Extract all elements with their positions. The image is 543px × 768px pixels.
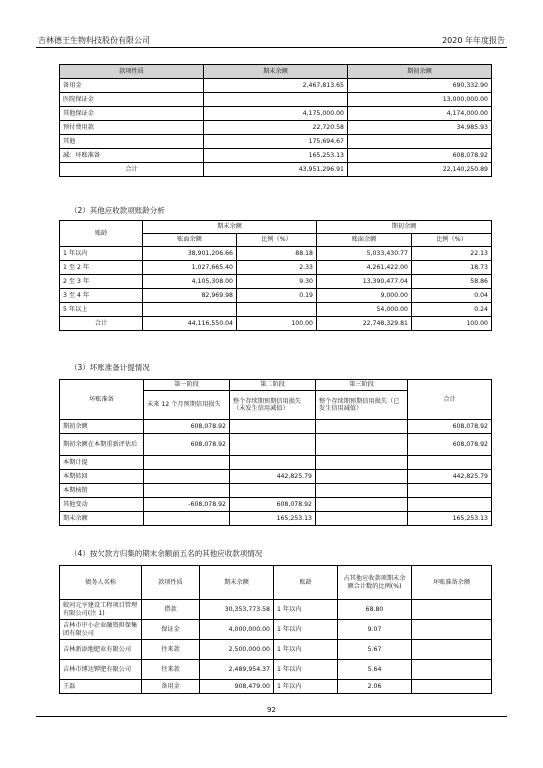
row-label: 本期计提: [60, 456, 144, 470]
total-label: 合计: [60, 317, 143, 331]
header-stage-3: 第三阶段: [316, 380, 408, 391]
table-row: [60, 121, 492, 135]
footer-divider: [36, 716, 507, 717]
end-balance: 2,489,954.37: [200, 660, 274, 680]
row-label: 其他变动: [60, 498, 144, 512]
page-header: [36, 33, 507, 48]
begin-balance: 13,000,000.00: [348, 93, 492, 107]
table-row: [60, 660, 492, 680]
end-balance: 4,175,000.00: [204, 107, 348, 121]
nature: 往来款: [142, 640, 200, 660]
age: 1 年以内: [274, 600, 338, 620]
stage-3-value: [316, 484, 408, 498]
row-label: 期初余额在本期重新评估后: [60, 434, 144, 456]
table-row: [60, 289, 492, 303]
end-ratio: 88.18: [237, 247, 317, 261]
header-age: 账龄: [274, 566, 338, 600]
end-book: 82,969.98: [143, 289, 237, 303]
table-row: [60, 107, 492, 121]
begin-ratio: 0.24: [412, 303, 492, 317]
row-label: 本期转回: [60, 470, 144, 484]
stage-1-value: -608,078.92: [144, 498, 230, 512]
provision: [412, 680, 492, 694]
table-row: [60, 620, 492, 640]
ratio: 9.07: [338, 620, 412, 640]
age: 1 年以内: [274, 660, 338, 680]
age-label: 2 至 3 年: [60, 275, 143, 289]
row-label: 减：坏账准备: [60, 149, 204, 163]
table-row: [60, 149, 492, 163]
stage-2-value: [230, 456, 316, 470]
table-row: [60, 434, 492, 456]
total-label: 合计: [60, 163, 204, 177]
total-begin-ratio: 100.00: [412, 317, 492, 331]
stage-3-value: [316, 498, 408, 512]
begin-balance: [348, 135, 492, 149]
header-stage-1-desc: 未来 12 个月预期信用损失: [144, 391, 230, 420]
header-debtor: 债务人名称: [60, 566, 142, 600]
end-balance: 22,720.58: [204, 121, 348, 135]
begin-book: 9,000.00: [317, 289, 412, 303]
ratio: 5.64: [338, 660, 412, 680]
total-value: 442,825.79: [408, 470, 492, 484]
end-balance: 2,467,813.65: [204, 79, 348, 93]
stage-2-value: 608,078.92: [230, 498, 316, 512]
begin-balance: 4,174,000.00: [348, 107, 492, 121]
nature: 保证金: [142, 620, 200, 640]
debtor-name: 吉林新添地肥业有限公司: [60, 640, 142, 660]
nature: 备用金: [142, 680, 200, 694]
end-book: [143, 303, 237, 317]
row-label: 本期核销: [60, 484, 144, 498]
stage-1-value: [144, 456, 230, 470]
begin-balance: 690,332.90: [348, 79, 492, 93]
table-row: [60, 456, 492, 470]
table-row: [60, 420, 492, 434]
table-row: [60, 498, 492, 512]
header-cell: 期末余额: [204, 65, 348, 79]
stage-2-value: 165,253.13: [230, 512, 316, 526]
table-header-row: [60, 566, 492, 600]
begin-ratio: 0.04: [412, 289, 492, 303]
begin-book: 4,261,422.00: [317, 261, 412, 275]
age-label: 1 至 2 年: [60, 261, 143, 275]
age-label: 5 年以上: [60, 303, 143, 317]
section-2-title: （2）其他应收款项账龄分析: [70, 206, 165, 215]
total-value: 608,078.92: [408, 420, 492, 434]
table-row: [60, 247, 492, 261]
stage-2-value: [230, 420, 316, 434]
age: 1 年以内: [274, 680, 338, 694]
end-balance: 4,000,000.00: [200, 620, 274, 640]
total-value: 165,253.13: [408, 512, 492, 526]
end-balance: 175,694.67: [204, 135, 348, 149]
ratio: 5.67: [338, 640, 412, 660]
table-row: [60, 275, 492, 289]
header-stage-1: 第一阶段: [144, 380, 230, 391]
stage-3-value: [316, 470, 408, 484]
begin-ratio: 22.13: [412, 247, 492, 261]
total-end-book: 44,116,550.04: [143, 317, 237, 331]
age-label: 3 至 4 年: [60, 289, 143, 303]
begin-ratio: 58.86: [412, 275, 492, 289]
stage-1-value: [144, 512, 230, 526]
stage-3-value: [316, 434, 408, 456]
row-label: 期末余额: [60, 512, 144, 526]
begin-book: 13,390,477.04: [317, 275, 412, 289]
total-value: [408, 484, 492, 498]
end-balance: 2,500,000.00: [200, 640, 274, 660]
begin-book: 54,000.00: [317, 303, 412, 317]
provision: [412, 620, 492, 640]
stage-3-value: [316, 420, 408, 434]
begin-book: 5,033,430.77: [317, 247, 412, 261]
end-ratio: 0.19: [237, 289, 317, 303]
header-cell: 款项性质: [60, 65, 204, 79]
end-balance: 165,253.13: [204, 149, 348, 163]
report-title: 2020 年年度报告: [442, 36, 505, 45]
header-age: 账龄: [60, 221, 143, 247]
stage-1-value: 608,078.92: [144, 434, 230, 456]
table-row: [60, 261, 492, 275]
stage-1-value: 608,078.92: [144, 420, 230, 434]
header-begin-balance: 期初余额: [317, 221, 492, 234]
header-ratio: 比例（%）: [237, 234, 317, 247]
age: 1 年以内: [274, 620, 338, 640]
stage-2-value: [230, 484, 316, 498]
company-name: 吉林德王生物科技股份有限公司: [38, 36, 150, 45]
table-row: [60, 303, 492, 317]
total-begin-book: 22,748,329.81: [317, 317, 412, 331]
header-end-balance: 期末余额: [143, 221, 317, 234]
stage-3-value: [316, 512, 408, 526]
debtor-name: 吉林市博达钾肥有限公司: [60, 660, 142, 680]
end-ratio: 9.30: [237, 275, 317, 289]
total-begin: 22,140,250.89: [348, 163, 492, 177]
total-end: 43,951,296.91: [204, 163, 348, 177]
header-cell: 期初余额: [348, 65, 492, 79]
receivable-nature-table: [59, 64, 492, 177]
total-value: [408, 498, 492, 512]
total-end-ratio: 100.00: [237, 317, 317, 331]
provision: [412, 600, 492, 620]
header-stage-2-desc: 整个存续期预期信用损失（未发生信用减值）: [230, 391, 316, 420]
page-number: 92: [267, 706, 276, 714]
table-row: [60, 484, 492, 498]
table-row: [60, 680, 492, 694]
section-4-title: （4）按欠款方归集的期末余额前五名的其他应收款项情况: [70, 549, 263, 558]
table-row: [60, 93, 492, 107]
stage-2-value: 442,825.79: [230, 470, 316, 484]
header-stage-2: 第二阶段: [230, 380, 316, 391]
header-nature: 款项性质: [142, 566, 200, 600]
nature: 借款: [142, 600, 200, 620]
table-row: [60, 470, 492, 484]
table-row: [60, 79, 492, 93]
end-book: 4,105,308.00: [143, 275, 237, 289]
age: 1 年以内: [274, 640, 338, 660]
total-value: [408, 456, 492, 470]
header-provision: 坏账准备: [60, 380, 144, 420]
debtor-name: 吉林市中小企业融资担保集团有限公司: [60, 620, 142, 640]
header-ratio: 比例（%）: [412, 234, 492, 247]
begin-ratio: 18.73: [412, 261, 492, 275]
provision: [412, 640, 492, 660]
begin-balance: 34,985.93: [348, 121, 492, 135]
debtor-name: 王磊: [60, 680, 142, 694]
ratio: 2.06: [338, 680, 412, 694]
header-book-balance: 账面余额: [143, 234, 237, 247]
row-label: 其他: [60, 135, 204, 149]
stage-3-value: [316, 456, 408, 470]
table-row: [60, 640, 492, 660]
section-3-title: （3）坏账准备计提情况: [70, 363, 150, 372]
debtor-name: 蛟河元亨建设工程项目管理有限公司(注 1): [60, 600, 142, 620]
header-provision: 坏账准备余额: [412, 566, 492, 600]
row-label: 期初余额: [60, 420, 144, 434]
table-row: [60, 600, 492, 620]
header-ratio: 占其他应收款项期末余额合计数的比例(%): [338, 566, 412, 600]
end-balance: [204, 93, 348, 107]
age-label: 1 年以内: [60, 247, 143, 261]
end-balance: 908,479.00: [200, 680, 274, 694]
row-label: 预付费用款: [60, 121, 204, 135]
total-row: [60, 163, 492, 177]
row-label: 其他保证金: [60, 107, 204, 121]
total-value: 608,078.92: [408, 434, 492, 456]
stage-1-value: [144, 470, 230, 484]
nature: 往来款: [142, 660, 200, 680]
header-total: 合计: [408, 380, 492, 420]
stage-2-value: [230, 434, 316, 456]
bad-debt-provision-table: [59, 379, 492, 526]
begin-balance: 608,078.92: [348, 149, 492, 163]
table-header-row: [60, 65, 492, 79]
stage-1-value: [144, 484, 230, 498]
row-label: 备用金: [60, 79, 204, 93]
ratio: 68.80: [338, 600, 412, 620]
end-book: 38,901,206.66: [143, 247, 237, 261]
table-row: [60, 512, 492, 526]
top-five-debtors-table: [59, 565, 492, 694]
provision: [412, 660, 492, 680]
end-ratio: 2.33: [237, 261, 317, 275]
end-balance: 30,353,773.58: [200, 600, 274, 620]
total-row: [60, 317, 492, 331]
header-end-balance: 期末余额: [200, 566, 274, 600]
table-row: [60, 135, 492, 149]
header-stage-3-desc: 整个存续期预期信用损失（已发生信用减值）: [316, 391, 408, 420]
header-book-balance: 账面余额: [317, 234, 412, 247]
end-book: 1,027,665.40: [143, 261, 237, 275]
end-ratio: [237, 303, 317, 317]
aging-table: [59, 220, 492, 331]
row-label: 医院保证金: [60, 93, 204, 107]
